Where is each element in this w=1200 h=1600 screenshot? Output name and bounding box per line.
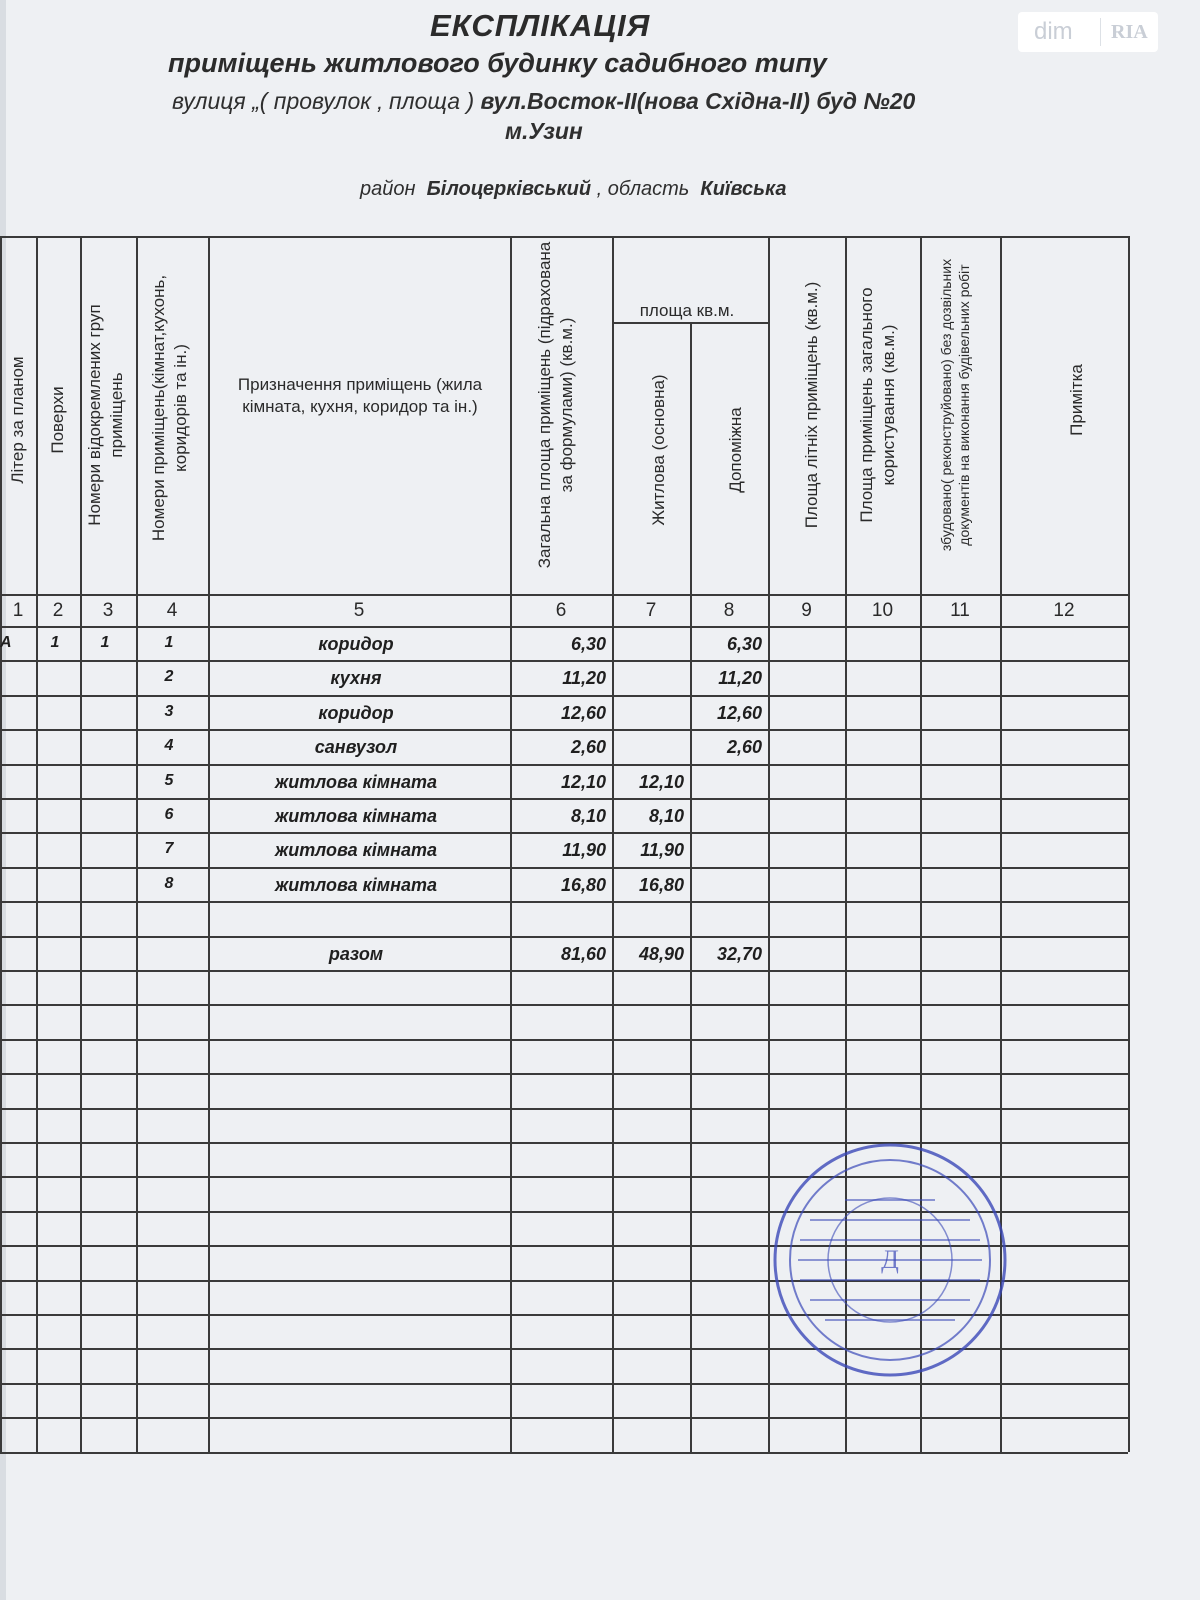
cell-total-area: 11,90	[562, 840, 606, 861]
cell-room-number: 8	[164, 874, 174, 892]
watermark-badge	[1018, 12, 1158, 52]
column-number: 2	[52, 600, 64, 621]
cell-aux-area: 12,60	[716, 702, 762, 723]
cell-room-number: 2	[164, 668, 174, 686]
col-header-auxiliary: Допоміжна	[725, 407, 745, 493]
table-grid-line	[0, 236, 1128, 238]
column-number: 5	[353, 600, 365, 621]
cell-purpose: санвузол	[314, 737, 398, 758]
cell-total-area: 12,60	[560, 702, 606, 723]
oblast-value: Київська	[700, 178, 787, 200]
table-grid-line	[0, 832, 1128, 834]
col-header-room-numbers: Номери приміщень(кімнат,кухонь, коридорів та ін.)	[148, 274, 190, 542]
table-grid-line	[0, 594, 1128, 596]
table-grid-line	[0, 729, 1128, 731]
table-grid-line	[0, 1417, 1128, 1419]
col-header-floors: Поверхи	[47, 386, 67, 454]
table-grid-line	[0, 236, 2, 1452]
table-grid-line	[0, 1452, 1128, 1454]
cell-room-number: 5	[164, 771, 174, 789]
col-header-purpose: Призначення приміщень (жила кімната, кухня, коридор та ін.)	[237, 375, 483, 417]
column-number: 11	[950, 600, 970, 621]
cell-purpose: коридор	[318, 702, 394, 723]
watermark-ria-logo: RIA	[1111, 20, 1148, 43]
cell-total-area: 11,20	[562, 668, 606, 689]
table-grid-line	[0, 695, 1128, 697]
column-number: 12	[1053, 600, 1075, 621]
table-grid-line	[36, 236, 38, 1452]
watermark-separator	[1100, 18, 1101, 46]
district-value: Білоцерківський	[426, 178, 592, 200]
city-name: м.Узин	[505, 118, 583, 144]
street-value: вул.Восток-ІІ(нова Східна-ІІ) буд №20	[480, 88, 916, 114]
table-grid-line	[0, 901, 1128, 903]
table-grid-line	[0, 1039, 1128, 1041]
col-header-area-group: площа кв.м.	[639, 301, 735, 320]
col-header-living: Житлова (основна)	[648, 374, 668, 526]
table-grid-line	[0, 1108, 1128, 1110]
cell-purpose: житлова кімната	[275, 874, 437, 895]
cell-total-area: 8,10	[570, 806, 606, 826]
living-area-sum: 48,90	[638, 943, 684, 964]
official-seal-stamp	[770, 1140, 1010, 1380]
cell-purpose: кухня	[330, 668, 382, 689]
cell-living-area: 11,90	[640, 840, 684, 861]
cell-living-area: 12,10	[638, 771, 684, 792]
cell-aux-area: 2,60	[726, 737, 762, 758]
total-area-sum: 81,60	[560, 943, 606, 964]
cell-purpose: житлова кімната	[275, 806, 437, 826]
document-subtitle: приміщень житлового будинку садибного типу	[168, 48, 827, 78]
col-header-group-numbers: Номери відокремлених груп приміщень	[84, 304, 126, 526]
cell-group: 1	[100, 634, 110, 651]
cell-room-number: 4	[164, 737, 174, 755]
table-grid-line	[0, 936, 1128, 938]
column-number: 3	[102, 600, 114, 621]
svg-text:Д: Д	[881, 1245, 899, 1274]
cell-aux-area: 11,20	[718, 668, 762, 689]
aux-area-sum: 32,70	[716, 943, 762, 964]
cell-room-number: 1	[164, 634, 174, 651]
address-line	[172, 88, 915, 115]
district-label: район	[360, 178, 416, 200]
col-header-common-area: Площа приміщень загального користування (кв.м.)	[856, 287, 898, 523]
table-grid-line	[0, 626, 1128, 628]
cell-purpose: житлова кімната	[275, 840, 437, 861]
cell-total-area: 16,80	[560, 874, 606, 895]
cell-total-area: 12,10	[560, 771, 606, 792]
cell-floor: 1	[50, 634, 60, 651]
watermark-dim: dim	[1034, 18, 1073, 45]
table-grid-line	[0, 660, 1128, 662]
column-number: 9	[801, 600, 812, 621]
table-grid-line	[0, 867, 1128, 869]
district-line	[360, 178, 787, 201]
column-number: 10	[871, 600, 894, 621]
col-header-total-area: Загальна площа приміщень (підрахована за формулами) (кв.м.)	[534, 241, 576, 569]
cell-living-area: 16,80	[638, 874, 684, 895]
column-number: 1	[12, 600, 24, 621]
table-grid-line	[0, 798, 1128, 800]
cell-purpose: житлова кімната	[275, 771, 437, 792]
col-header-summer-area: Площа літніх приміщень (кв.м.)	[801, 281, 821, 529]
cell-purpose: коридор	[318, 634, 394, 654]
cell-total-area: 6,30	[570, 634, 606, 654]
table-grid-line	[0, 970, 1128, 972]
table-grid-line	[1128, 236, 1130, 1452]
table-grid-line	[0, 1383, 1128, 1385]
cell-room-number: 7	[164, 840, 174, 858]
column-number: 7	[645, 600, 657, 621]
cell-total-area: 2,60	[570, 737, 606, 758]
oblast-label: , область	[596, 178, 690, 200]
table-grid-line	[0, 1004, 1128, 1006]
column-number: 6	[555, 600, 567, 621]
street-prefix: вулиця „( провулок ‚ площа )	[172, 88, 475, 114]
col-header-liter: Літер за планом	[7, 356, 27, 484]
total-label: разом	[328, 943, 384, 964]
cell-living-area: 8,10	[648, 806, 684, 826]
cell-liter: А	[0, 634, 12, 651]
table-grid-line	[0, 1073, 1128, 1075]
document-page	[6, 0, 1200, 1600]
cell-aux-area: 6,30	[726, 634, 762, 654]
cell-room-number: 3	[164, 702, 174, 720]
document-title: ЕКСПЛІКАЦІЯ	[430, 8, 651, 43]
col-header-note: Примітка	[1066, 364, 1086, 436]
cell-room-number: 6	[164, 806, 174, 823]
table-grid-line	[690, 322, 692, 1452]
table-grid-line	[80, 236, 82, 1452]
table-grid-line	[0, 764, 1128, 766]
column-number: 4	[166, 600, 178, 621]
col-header-unauthorized: збудовано( реконструйовано) без дозвільних документів на виконання будівельних робіт	[937, 258, 972, 552]
column-number: 8	[723, 600, 735, 621]
